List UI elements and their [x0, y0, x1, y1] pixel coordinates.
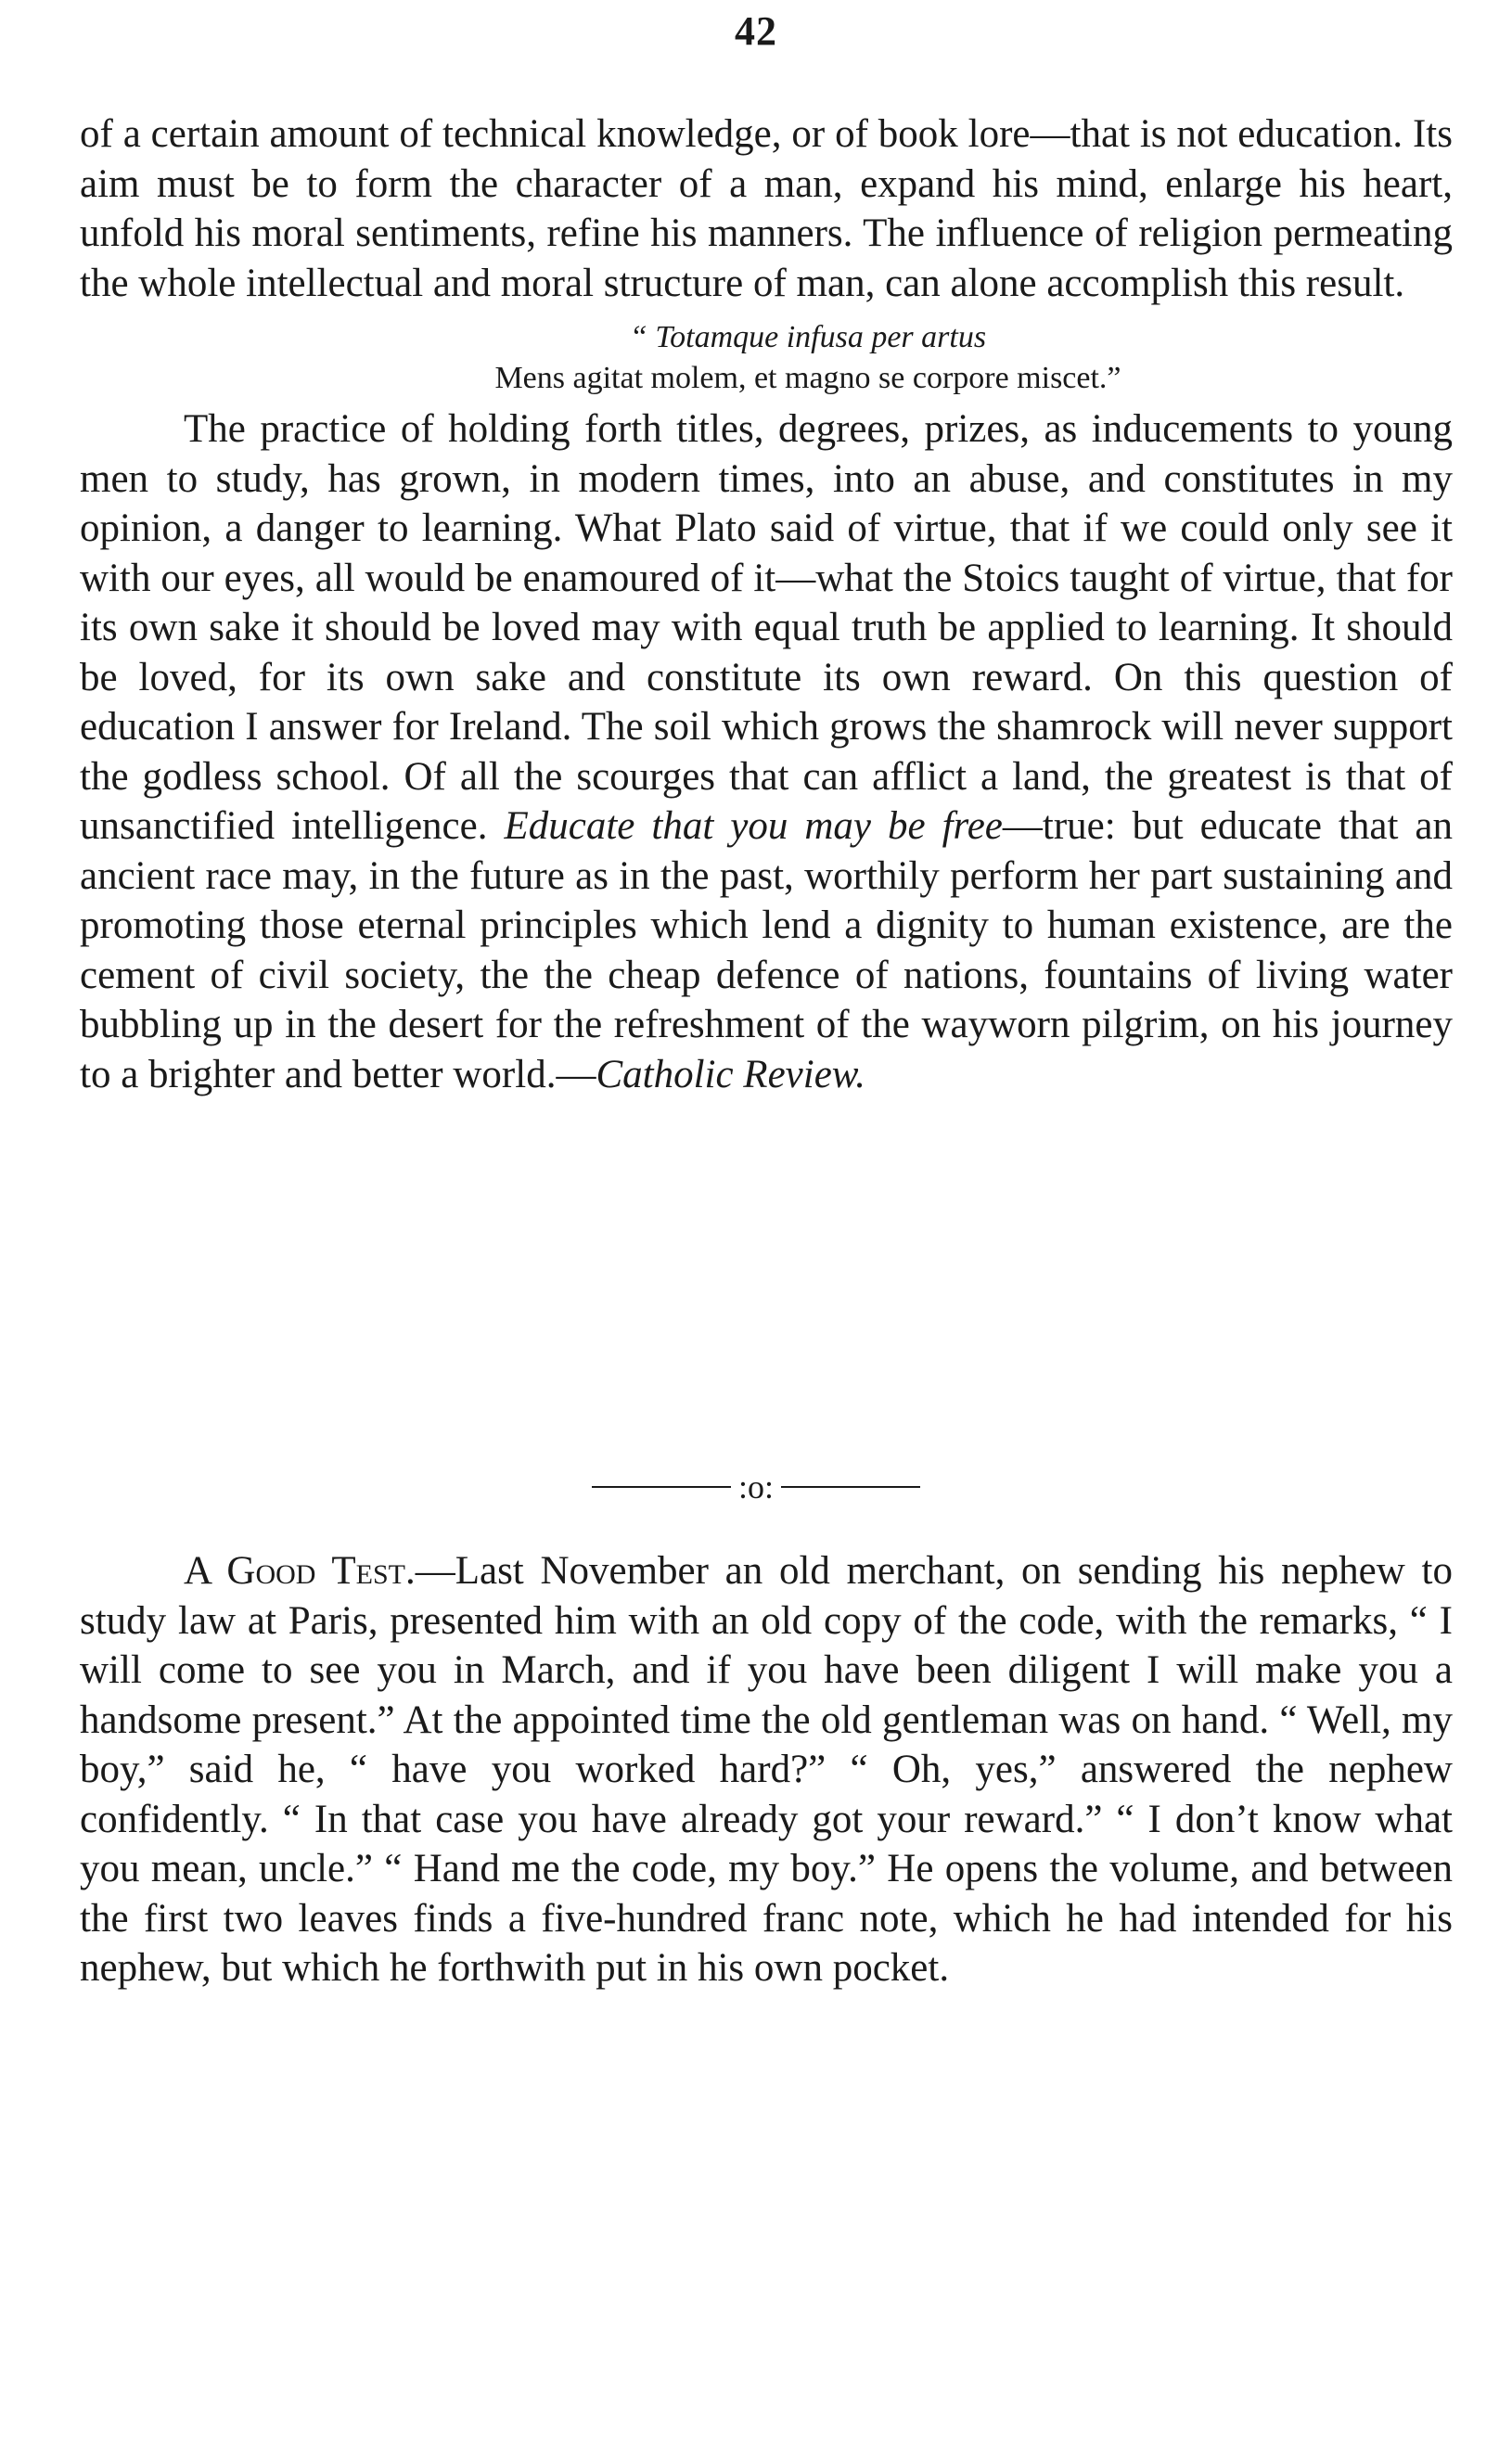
emphasis-educate-free: Educate that you may be free [504, 804, 1003, 848]
paragraph-education-main [80, 404, 1453, 1099]
latin-verse-line-1: “ Totamque infusa per artus [629, 320, 987, 354]
paragraph-good-test [80, 1546, 1453, 1993]
separator-rule-left [592, 1486, 731, 1488]
article-heading: A Good Test. [184, 1549, 416, 1593]
separator-mark: :o: [737, 1467, 774, 1505]
page-number: 42 [735, 8, 777, 54]
paragraph-education-intro: of a certain amount of technical knowledge, or of book lore—that is not education. Its aim must be to form the character of a man, expand his mind, enlarge his heart, unfold his moral sentiments, refine his manners. The influence of religion permeating the whole intellectual and moral structure of man, can alone accomplish this result. [80, 112, 1453, 305]
separator-rule-right [781, 1486, 920, 1488]
section-separator [0, 1464, 1512, 1506]
article-education [80, 109, 1453, 1099]
paragraph-text-before-emphasis: The practice of holding forth titles, degrees, prizes, as inducements to young men to study, has grown, in modern times, into an abuse, and constitutes in my opinion, a danger to learning. What Plato said of virtue, that if we could only see it with our eyes, all would be enamoured of it—what the Stoics taught of virtue, that for its own sake it should be loved may with equal truth be applied to learning. It should be loved, for its own sake and constitute its own reward. On this question of education I answer for Ireland. The soil which grows the shamrock will never support the godless school. Of all the scourges that can afflict a land, the greatest is that of unsanctified intelligence. [80, 407, 1453, 848]
source-attribution: Catholic Review. [596, 1052, 866, 1096]
paragraph-text-after-emphasis: —true: but educate that an ancient race may, in the future as in the past, worthily perform her part sustaining and promoting those eternal principles which lend a dignity to human existence, are the cement of civil society, the the cheap defence of nations, fountains of living water bubbling up in the desert for the refreshment of the wayworn pilgrim, on his journey to a brighter and better world.— [80, 804, 1453, 1096]
latin-verse-line-2: Mens agitat molem, et magno se corpore miscet.” [494, 361, 1121, 395]
article-good-test [80, 1546, 1453, 1993]
article-body: —Last November an old merchant, on sending his nephew to study law at Paris, presented him with an old copy of the code, with the remarks, “ I will come to see you in March, and if you have been diligent I will make you a handsome present.” At the appointed time the old gentleman was on hand. “ Well, my boy,” said he, “ have you worked hard?” “ Oh, yes,” answered the nephew confidently. “ In that case you have already got your reward.” “ I don’t know what you mean, uncle.” “ Hand me the code, my boy.” He opens the volume, and between the first two leaves finds a five-hundred franc note, which he had intended for his nephew, but which he forthwith put in his own pocket. [80, 1549, 1453, 1990]
